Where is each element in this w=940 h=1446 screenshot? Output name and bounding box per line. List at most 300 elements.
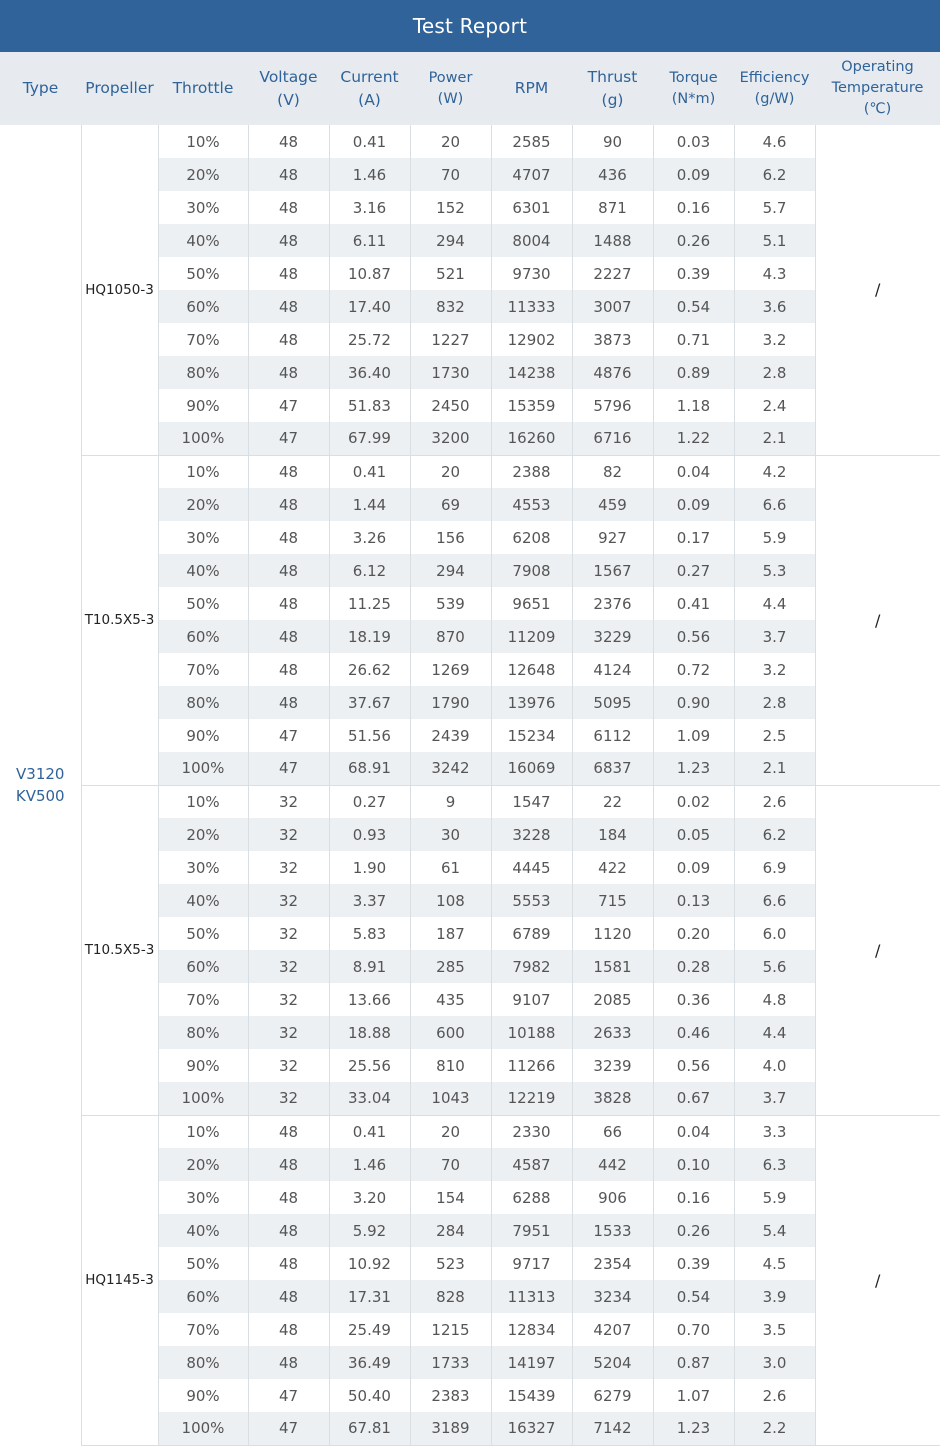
propeller-cell: T10.5X5-3 [81, 455, 158, 785]
current-cell: 13.66 [329, 983, 410, 1016]
efficiency-cell: 5.1 [734, 224, 815, 257]
throttle-cell: 90% [158, 1379, 248, 1412]
torque-cell: 0.20 [653, 917, 734, 950]
throttle-cell: 50% [158, 1247, 248, 1280]
current-cell: 10.87 [329, 257, 410, 290]
throttle-cell: 20% [158, 818, 248, 851]
header-row [0, 52, 940, 125]
thrust-cell: 459 [572, 488, 653, 521]
torque-cell: 0.26 [653, 1214, 734, 1247]
throttle-cell: 70% [158, 323, 248, 356]
rpm-cell: 9730 [491, 257, 572, 290]
power-cell: 20 [410, 125, 491, 158]
efficiency-cell: 4.6 [734, 125, 815, 158]
torque-cell: 0.39 [653, 1247, 734, 1280]
power-cell: 70 [410, 158, 491, 191]
current-cell: 33.04 [329, 1082, 410, 1115]
current-cell: 10.92 [329, 1247, 410, 1280]
efficiency-cell: 4.8 [734, 983, 815, 1016]
throttle-cell: 10% [158, 785, 248, 818]
current-cell: 25.56 [329, 1049, 410, 1082]
current-cell: 1.46 [329, 158, 410, 191]
throttle-cell: 40% [158, 554, 248, 587]
voltage-cell: 48 [248, 1148, 329, 1181]
power-cell: 2450 [410, 389, 491, 422]
throttle-cell: 10% [158, 1115, 248, 1148]
torque-cell: 0.67 [653, 1082, 734, 1115]
current-cell: 36.49 [329, 1346, 410, 1379]
voltage-cell: 48 [248, 125, 329, 158]
rpm-cell: 4707 [491, 158, 572, 191]
rpm-cell: 4445 [491, 851, 572, 884]
current-cell: 3.20 [329, 1181, 410, 1214]
efficiency-cell: 4.4 [734, 1016, 815, 1049]
efficiency-cell: 4.5 [734, 1247, 815, 1280]
thrust-cell: 4207 [572, 1313, 653, 1346]
temperature-cell: / [815, 125, 940, 455]
temperature-cell: / [815, 1115, 940, 1445]
power-cell: 1790 [410, 686, 491, 719]
efficiency-cell: 2.8 [734, 686, 815, 719]
efficiency-cell: 2.1 [734, 752, 815, 785]
power-cell: 108 [410, 884, 491, 917]
torque-cell: 0.70 [653, 1313, 734, 1346]
table-row [0, 785, 940, 818]
voltage-cell: 48 [248, 323, 329, 356]
rpm-cell: 15439 [491, 1379, 572, 1412]
thrust-cell: 2633 [572, 1016, 653, 1049]
throttle-cell: 50% [158, 257, 248, 290]
current-cell: 6.12 [329, 554, 410, 587]
torque-cell: 0.10 [653, 1148, 734, 1181]
torque-cell: 0.72 [653, 653, 734, 686]
thrust-cell: 927 [572, 521, 653, 554]
rpm-cell: 12902 [491, 323, 572, 356]
power-cell: 3242 [410, 752, 491, 785]
current-cell: 0.41 [329, 1115, 410, 1148]
efficiency-cell: 3.0 [734, 1346, 815, 1379]
temperature-cell: / [815, 785, 940, 1115]
thrust-cell: 7142 [572, 1412, 653, 1445]
throttle-cell: 20% [158, 488, 248, 521]
thrust-cell: 6279 [572, 1379, 653, 1412]
torque-cell: 0.46 [653, 1016, 734, 1049]
torque-cell: 0.87 [653, 1346, 734, 1379]
rpm-cell: 11333 [491, 290, 572, 323]
throttle-cell: 90% [158, 389, 248, 422]
power-cell: 285 [410, 950, 491, 983]
thrust-cell: 715 [572, 884, 653, 917]
efficiency-cell: 2.1 [734, 422, 815, 455]
header-temperature: Operating Temperature (℃) [815, 52, 940, 125]
efficiency-cell: 6.2 [734, 158, 815, 191]
thrust-cell: 1581 [572, 950, 653, 983]
power-cell: 156 [410, 521, 491, 554]
torque-cell: 0.27 [653, 554, 734, 587]
torque-cell: 0.28 [653, 950, 734, 983]
thrust-cell: 1567 [572, 554, 653, 587]
torque-cell: 0.54 [653, 1280, 734, 1313]
power-cell: 187 [410, 917, 491, 950]
current-cell: 67.81 [329, 1412, 410, 1445]
rpm-cell: 6288 [491, 1181, 572, 1214]
throttle-cell: 80% [158, 1346, 248, 1379]
efficiency-cell: 5.4 [734, 1214, 815, 1247]
current-cell: 17.40 [329, 290, 410, 323]
torque-cell: 0.09 [653, 488, 734, 521]
current-cell: 0.27 [329, 785, 410, 818]
throttle-cell: 90% [158, 1049, 248, 1082]
efficiency-cell: 3.7 [734, 1082, 815, 1115]
voltage-cell: 48 [248, 554, 329, 587]
current-cell: 1.90 [329, 851, 410, 884]
efficiency-cell: 5.7 [734, 191, 815, 224]
thrust-cell: 3828 [572, 1082, 653, 1115]
throttle-cell: 80% [158, 686, 248, 719]
header-type: Type [0, 52, 81, 125]
power-cell: 870 [410, 620, 491, 653]
thrust-cell: 82 [572, 455, 653, 488]
rpm-cell: 5553 [491, 884, 572, 917]
efficiency-cell: 3.7 [734, 620, 815, 653]
header-voltage: Voltage (V) [248, 52, 329, 125]
rpm-cell: 11266 [491, 1049, 572, 1082]
power-cell: 539 [410, 587, 491, 620]
voltage-cell: 32 [248, 884, 329, 917]
torque-cell: 1.09 [653, 719, 734, 752]
header-rpm: RPM [491, 52, 572, 125]
voltage-cell: 48 [248, 224, 329, 257]
throttle-cell: 50% [158, 587, 248, 620]
efficiency-cell: 6.3 [734, 1148, 815, 1181]
power-cell: 3200 [410, 422, 491, 455]
voltage-cell: 47 [248, 752, 329, 785]
rpm-cell: 10188 [491, 1016, 572, 1049]
power-cell: 435 [410, 983, 491, 1016]
power-cell: 3189 [410, 1412, 491, 1445]
torque-cell: 0.36 [653, 983, 734, 1016]
rpm-cell: 2388 [491, 455, 572, 488]
voltage-cell: 32 [248, 1049, 329, 1082]
current-cell: 6.11 [329, 224, 410, 257]
torque-cell: 1.22 [653, 422, 734, 455]
thrust-cell: 1533 [572, 1214, 653, 1247]
efficiency-cell: 5.9 [734, 1181, 815, 1214]
propeller-cell: T10.5X5-3 [81, 785, 158, 1115]
voltage-cell: 48 [248, 257, 329, 290]
efficiency-cell: 6.6 [734, 884, 815, 917]
header-efficiency: Efficiency (g/W) [734, 52, 815, 125]
torque-cell: 1.07 [653, 1379, 734, 1412]
throttle-cell: 50% [158, 917, 248, 950]
throttle-cell: 60% [158, 1280, 248, 1313]
current-cell: 8.91 [329, 950, 410, 983]
power-cell: 523 [410, 1247, 491, 1280]
rpm-cell: 16260 [491, 422, 572, 455]
voltage-cell: 48 [248, 686, 329, 719]
torque-cell: 0.16 [653, 1181, 734, 1214]
rpm-cell: 4587 [491, 1148, 572, 1181]
report-title: Test Report [0, 0, 940, 52]
voltage-cell: 48 [248, 1181, 329, 1214]
current-cell: 37.67 [329, 686, 410, 719]
thrust-cell: 2354 [572, 1247, 653, 1280]
torque-cell: 0.05 [653, 818, 734, 851]
thrust-cell: 22 [572, 785, 653, 818]
rpm-cell: 15234 [491, 719, 572, 752]
rpm-cell: 14197 [491, 1346, 572, 1379]
throttle-cell: 10% [158, 455, 248, 488]
current-cell: 3.37 [329, 884, 410, 917]
torque-cell: 0.90 [653, 686, 734, 719]
voltage-cell: 47 [248, 422, 329, 455]
voltage-cell: 48 [248, 1346, 329, 1379]
torque-cell: 0.02 [653, 785, 734, 818]
power-cell: 294 [410, 224, 491, 257]
power-cell: 294 [410, 554, 491, 587]
thrust-cell: 3229 [572, 620, 653, 653]
current-cell: 50.40 [329, 1379, 410, 1412]
thrust-cell: 871 [572, 191, 653, 224]
voltage-cell: 32 [248, 950, 329, 983]
rpm-cell: 16069 [491, 752, 572, 785]
efficiency-cell: 6.6 [734, 488, 815, 521]
current-cell: 5.83 [329, 917, 410, 950]
voltage-cell: 47 [248, 1412, 329, 1445]
voltage-cell: 48 [248, 191, 329, 224]
rpm-cell: 9107 [491, 983, 572, 1016]
rpm-cell: 1547 [491, 785, 572, 818]
efficiency-cell: 6.2 [734, 818, 815, 851]
power-cell: 9 [410, 785, 491, 818]
thrust-cell: 6112 [572, 719, 653, 752]
header-current: Current (A) [329, 52, 410, 125]
propeller-cell: HQ1145-3 [81, 1115, 158, 1445]
torque-cell: 0.41 [653, 587, 734, 620]
efficiency-cell: 6.9 [734, 851, 815, 884]
thrust-cell: 184 [572, 818, 653, 851]
thrust-cell: 3234 [572, 1280, 653, 1313]
voltage-cell: 32 [248, 1082, 329, 1115]
power-cell: 20 [410, 1115, 491, 1148]
rpm-cell: 12834 [491, 1313, 572, 1346]
throttle-cell: 60% [158, 290, 248, 323]
power-cell: 1215 [410, 1313, 491, 1346]
voltage-cell: 48 [248, 1214, 329, 1247]
header-throttle: Throttle [158, 52, 248, 125]
rpm-cell: 11313 [491, 1280, 572, 1313]
voltage-cell: 48 [248, 521, 329, 554]
thrust-cell: 3239 [572, 1049, 653, 1082]
thrust-cell: 3007 [572, 290, 653, 323]
torque-cell: 0.39 [653, 257, 734, 290]
throttle-cell: 100% [158, 752, 248, 785]
throttle-cell: 20% [158, 1148, 248, 1181]
voltage-cell: 32 [248, 917, 329, 950]
throttle-cell: 30% [158, 521, 248, 554]
thrust-cell: 4124 [572, 653, 653, 686]
table-body [0, 125, 940, 1445]
power-cell: 69 [410, 488, 491, 521]
power-cell: 2383 [410, 1379, 491, 1412]
efficiency-cell: 2.6 [734, 785, 815, 818]
power-cell: 70 [410, 1148, 491, 1181]
torque-cell: 0.04 [653, 1115, 734, 1148]
thrust-cell: 5204 [572, 1346, 653, 1379]
current-cell: 67.99 [329, 422, 410, 455]
efficiency-cell: 3.2 [734, 323, 815, 356]
rpm-cell: 4553 [491, 488, 572, 521]
thrust-cell: 6837 [572, 752, 653, 785]
rpm-cell: 6789 [491, 917, 572, 950]
efficiency-cell: 5.3 [734, 554, 815, 587]
rpm-cell: 2330 [491, 1115, 572, 1148]
power-cell: 1733 [410, 1346, 491, 1379]
voltage-cell: 47 [248, 719, 329, 752]
power-cell: 1730 [410, 356, 491, 389]
current-cell: 18.88 [329, 1016, 410, 1049]
throttle-cell: 100% [158, 422, 248, 455]
rpm-cell: 12219 [491, 1082, 572, 1115]
throttle-cell: 100% [158, 1082, 248, 1115]
header-power: Power (W) [410, 52, 491, 125]
thrust-cell: 436 [572, 158, 653, 191]
throttle-cell: 70% [158, 653, 248, 686]
efficiency-cell: 5.6 [734, 950, 815, 983]
propeller-cell: HQ1050-3 [81, 125, 158, 455]
efficiency-cell: 2.2 [734, 1412, 815, 1445]
rpm-cell: 16327 [491, 1412, 572, 1445]
current-cell: 18.19 [329, 620, 410, 653]
efficiency-cell: 2.4 [734, 389, 815, 422]
power-cell: 810 [410, 1049, 491, 1082]
torque-cell: 0.16 [653, 191, 734, 224]
throttle-cell: 30% [158, 851, 248, 884]
rpm-cell: 14238 [491, 356, 572, 389]
power-cell: 2439 [410, 719, 491, 752]
power-cell: 600 [410, 1016, 491, 1049]
power-cell: 152 [410, 191, 491, 224]
torque-cell: 0.09 [653, 851, 734, 884]
rpm-cell: 7908 [491, 554, 572, 587]
torque-cell: 0.54 [653, 290, 734, 323]
rpm-cell: 9651 [491, 587, 572, 620]
throttle-cell: 60% [158, 620, 248, 653]
power-cell: 1043 [410, 1082, 491, 1115]
rpm-cell: 3228 [491, 818, 572, 851]
current-cell: 3.16 [329, 191, 410, 224]
voltage-cell: 48 [248, 1313, 329, 1346]
throttle-cell: 30% [158, 191, 248, 224]
thrust-cell: 6716 [572, 422, 653, 455]
efficiency-cell: 4.3 [734, 257, 815, 290]
current-cell: 51.83 [329, 389, 410, 422]
rpm-cell: 6208 [491, 521, 572, 554]
torque-cell: 0.03 [653, 125, 734, 158]
table-row [0, 125, 940, 158]
current-cell: 25.49 [329, 1313, 410, 1346]
torque-cell: 1.23 [653, 1412, 734, 1445]
current-cell: 51.56 [329, 719, 410, 752]
thrust-cell: 442 [572, 1148, 653, 1181]
power-cell: 521 [410, 257, 491, 290]
torque-cell: 1.23 [653, 752, 734, 785]
voltage-cell: 48 [248, 455, 329, 488]
throttle-cell: 60% [158, 950, 248, 983]
power-cell: 30 [410, 818, 491, 851]
rpm-cell: 6301 [491, 191, 572, 224]
current-cell: 1.44 [329, 488, 410, 521]
current-cell: 3.26 [329, 521, 410, 554]
voltage-cell: 47 [248, 389, 329, 422]
voltage-cell: 48 [248, 1280, 329, 1313]
throttle-cell: 90% [158, 719, 248, 752]
efficiency-cell: 4.2 [734, 455, 815, 488]
voltage-cell: 48 [248, 587, 329, 620]
thrust-cell: 1488 [572, 224, 653, 257]
thrust-cell: 5095 [572, 686, 653, 719]
thrust-cell: 5796 [572, 389, 653, 422]
current-cell: 17.31 [329, 1280, 410, 1313]
power-cell: 154 [410, 1181, 491, 1214]
efficiency-cell: 5.9 [734, 521, 815, 554]
torque-cell: 0.26 [653, 224, 734, 257]
current-cell: 1.46 [329, 1148, 410, 1181]
thrust-cell: 3873 [572, 323, 653, 356]
efficiency-cell: 3.6 [734, 290, 815, 323]
throttle-cell: 70% [158, 1313, 248, 1346]
header-thrust: Thrust (g) [572, 52, 653, 125]
thrust-cell: 1120 [572, 917, 653, 950]
torque-cell: 1.18 [653, 389, 734, 422]
thrust-cell: 66 [572, 1115, 653, 1148]
power-cell: 20 [410, 455, 491, 488]
efficiency-cell: 4.4 [734, 587, 815, 620]
voltage-cell: 48 [248, 488, 329, 521]
temperature-cell: / [815, 455, 940, 785]
current-cell: 0.93 [329, 818, 410, 851]
voltage-cell: 47 [248, 1379, 329, 1412]
voltage-cell: 32 [248, 851, 329, 884]
rpm-cell: 7951 [491, 1214, 572, 1247]
throttle-cell: 80% [158, 356, 248, 389]
torque-cell: 0.71 [653, 323, 734, 356]
throttle-cell: 40% [158, 1214, 248, 1247]
voltage-cell: 48 [248, 290, 329, 323]
rpm-cell: 2585 [491, 125, 572, 158]
efficiency-cell: 3.9 [734, 1280, 815, 1313]
voltage-cell: 32 [248, 983, 329, 1016]
throttle-cell: 10% [158, 125, 248, 158]
current-cell: 0.41 [329, 125, 410, 158]
torque-cell: 0.17 [653, 521, 734, 554]
motor-type-cell: V3120 KV500 [0, 125, 81, 1445]
throttle-cell: 40% [158, 224, 248, 257]
current-cell: 0.41 [329, 455, 410, 488]
header-torque: Torque (N*m) [653, 52, 734, 125]
thrust-cell: 422 [572, 851, 653, 884]
efficiency-cell: 6.0 [734, 917, 815, 950]
power-cell: 284 [410, 1214, 491, 1247]
throttle-cell: 20% [158, 158, 248, 191]
rpm-cell: 13976 [491, 686, 572, 719]
torque-cell: 0.56 [653, 620, 734, 653]
voltage-cell: 32 [248, 1016, 329, 1049]
rpm-cell: 12648 [491, 653, 572, 686]
voltage-cell: 48 [248, 158, 329, 191]
header-propeller: Propeller [81, 52, 158, 125]
power-cell: 832 [410, 290, 491, 323]
